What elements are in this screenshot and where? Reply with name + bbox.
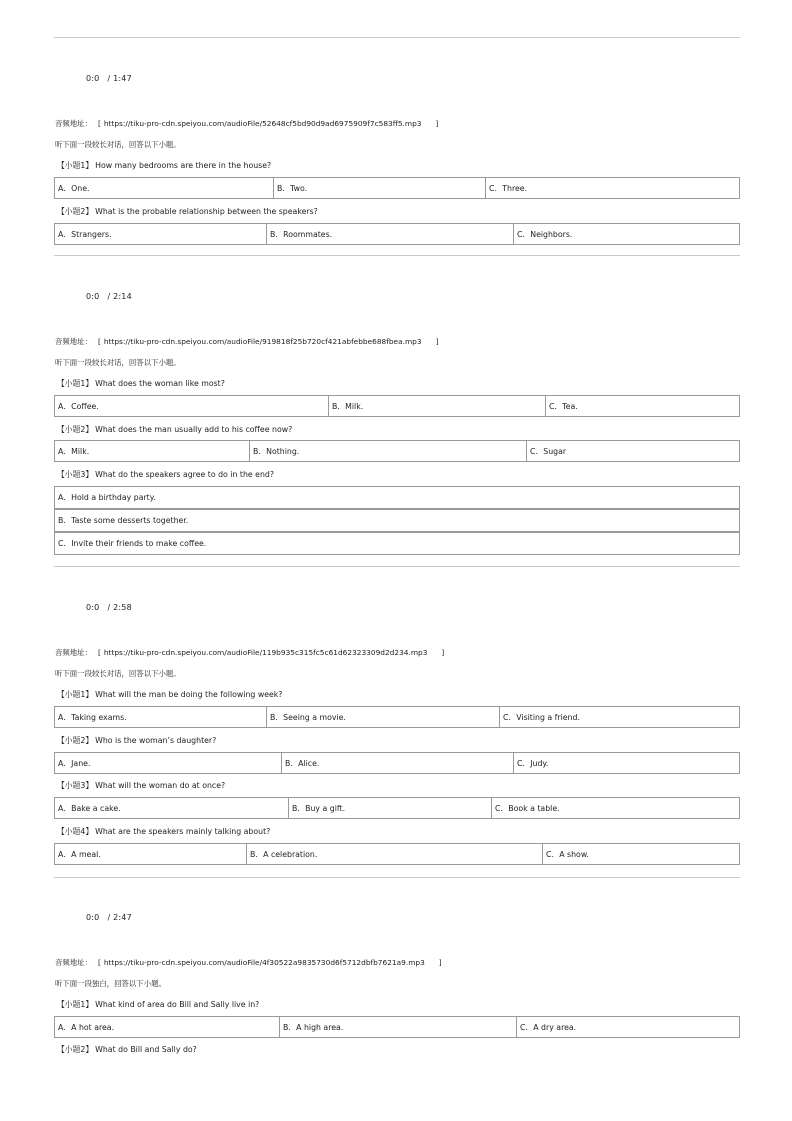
player-current-time: 0:0 (86, 74, 100, 83)
option-a[interactable]: A．Jane. (55, 753, 282, 773)
options-row (54, 1016, 740, 1038)
options-row (54, 177, 740, 199)
options-row (54, 706, 740, 728)
options-row (54, 395, 740, 417)
question-body: What is the probable relationship between the speakers? (95, 207, 318, 216)
question-number: 【小题1】 (57, 379, 94, 388)
question-number: 【小题4】 (57, 827, 94, 836)
option-b[interactable]: B．A celebration. (247, 844, 543, 864)
option-a[interactable]: A．Bake a cake. (55, 798, 289, 818)
option-b[interactable]: B．Taste some desserts together. (54, 509, 740, 532)
options-row (54, 843, 740, 865)
option-b[interactable]: B．Seeing a movie. (267, 707, 500, 727)
instruction-text: 听下面一段独白，回答以下小题。 (55, 979, 166, 988)
audio-address-label: 音频地址： (55, 958, 92, 967)
section-divider (54, 37, 740, 38)
section-divider (54, 566, 740, 567)
bracket-close: ] (435, 337, 439, 346)
question-body: What do Bill and Sally do? (95, 1045, 197, 1054)
question-text (57, 1044, 197, 1055)
question-text (57, 160, 271, 171)
player-total-time: / 2:58 (107, 603, 132, 612)
question-body: What does the man usually add to his coffee now? (95, 425, 293, 434)
question-text (57, 999, 259, 1010)
audio-player[interactable] (86, 603, 132, 612)
question-number: 【小题2】 (57, 1045, 94, 1054)
audio-address-label: 音频地址： (55, 337, 92, 346)
option-b[interactable]: B．Roommates. (267, 224, 514, 244)
option-b[interactable]: B．Nothing. (250, 441, 527, 461)
question-text (57, 378, 225, 389)
question-body: What does the woman like most? (95, 379, 225, 388)
audio-address (55, 647, 444, 658)
bracket-close: ] (438, 958, 442, 967)
section-divider (54, 255, 740, 256)
option-a[interactable]: A．Coffee. (55, 396, 329, 416)
option-b[interactable]: B．Alice. (282, 753, 514, 773)
audio-url-link[interactable]: https://tiku-pro-cdn.speiyou.com/audioFile/4f30522a9835730d6f5712dbfb7621a9.mp3 (103, 958, 425, 967)
question-number: 【小题1】 (57, 161, 94, 170)
question-body: What kind of area do Bill and Sally live in? (95, 1000, 260, 1009)
question-number: 【小题2】 (57, 736, 94, 745)
audio-address (55, 336, 438, 347)
player-total-time: / 2:47 (107, 913, 132, 922)
audio-address (55, 957, 442, 968)
option-a[interactable]: A．Strangers. (55, 224, 267, 244)
options-row (54, 440, 740, 462)
section-divider (54, 877, 740, 878)
bracket-open: [ (97, 958, 101, 967)
question-text (57, 735, 216, 746)
question-number: 【小题2】 (57, 425, 94, 434)
options-row (54, 752, 740, 774)
option-c[interactable]: C．Judy. (517, 759, 549, 768)
option-a[interactable]: A．One. (55, 178, 274, 198)
question-body: What do the speakers agree to do in the end? (95, 470, 274, 479)
option-a[interactable]: A．Milk. (55, 441, 250, 461)
option-b[interactable]: B．Milk. (329, 396, 546, 416)
audio-url-link[interactable]: https://tiku-pro-cdn.speiyou.com/audioFile/52648cf5bd90d9ad6975909f7c583ff5.mp3 (103, 119, 422, 128)
audio-player[interactable] (86, 913, 132, 922)
question-text (57, 469, 274, 480)
option-c[interactable]: C．Tea. (549, 402, 578, 411)
player-current-time: 0:0 (86, 913, 100, 922)
audio-address (55, 118, 438, 129)
audio-player[interactable] (86, 74, 132, 83)
player-total-time: / 2:14 (107, 292, 132, 301)
option-a[interactable]: A．A meal. (55, 844, 247, 864)
option-a[interactable]: A．Hold a birthday party. (54, 486, 740, 509)
instruction-text: 听下面一段较长对话，回答以下小题。 (55, 358, 181, 367)
option-b[interactable]: B．Buy a gift. (289, 798, 492, 818)
player-total-time: / 1:47 (107, 74, 132, 83)
question-body: What are the speakers mainly talking about? (95, 827, 271, 836)
question-body: What will the woman do at once? (95, 781, 226, 790)
question-body: What will the man be doing the following week? (95, 690, 283, 699)
question-number: 【小题1】 (57, 1000, 94, 1009)
option-c[interactable]: C．A show. (546, 850, 589, 859)
option-c[interactable]: C．Book a table. (495, 804, 560, 813)
player-current-time: 0:0 (86, 603, 100, 612)
option-a[interactable]: A．Taking exams. (55, 707, 267, 727)
question-number: 【小题2】 (57, 207, 94, 216)
option-a[interactable]: A．A hot area. (55, 1017, 280, 1037)
instruction-text: 听下面一段较长对话，回答以下小题。 (55, 669, 181, 678)
options-row (54, 797, 740, 819)
audio-address-label: 音频地址： (55, 119, 92, 128)
bracket-open: [ (97, 119, 101, 128)
question-body: How many bedrooms are there in the house? (95, 161, 272, 170)
question-body: Who is the woman’s daughter? (95, 736, 217, 745)
audio-url-link[interactable]: https://tiku-pro-cdn.speiyou.com/audioFile/919818f25b720cf421abfebbe688fbea.mp3 (103, 337, 422, 346)
question-text (57, 206, 318, 217)
bracket-close: ] (441, 648, 445, 657)
question-text (57, 780, 225, 791)
question-number: 【小题1】 (57, 690, 94, 699)
audio-address-label: 音频地址： (55, 648, 92, 657)
player-current-time: 0:0 (86, 292, 100, 301)
question-text (57, 826, 270, 837)
audio-player[interactable] (86, 292, 132, 301)
options-row (54, 223, 740, 245)
question-text (57, 424, 292, 435)
bracket-close: ] (435, 119, 439, 128)
question-text (57, 689, 282, 700)
bracket-open: [ (97, 337, 101, 346)
bracket-open: [ (97, 648, 101, 657)
option-b[interactable]: B．A high area. (280, 1017, 517, 1037)
audio-url-link[interactable]: https://tiku-pro-cdn.speiyou.com/audioFile/119b935c315fc5c61d62323309d2d234.mp3 (103, 648, 428, 657)
option-c[interactable]: C．Neighbors. (517, 230, 573, 239)
option-c[interactable]: C．Visiting a friend. (503, 713, 580, 722)
option-c[interactable]: C．Invite their friends to make coffee. (54, 532, 740, 555)
option-c[interactable]: C．Sugar (530, 447, 567, 456)
question-number: 【小题3】 (57, 781, 94, 790)
instruction-text: 听下面一段较长对话，回答以下小题。 (55, 140, 181, 149)
option-b[interactable]: B．Two. (274, 178, 486, 198)
option-c[interactable]: C．A dry area. (520, 1023, 577, 1032)
option-c[interactable]: C．Three. (489, 184, 528, 193)
question-number: 【小题3】 (57, 470, 94, 479)
